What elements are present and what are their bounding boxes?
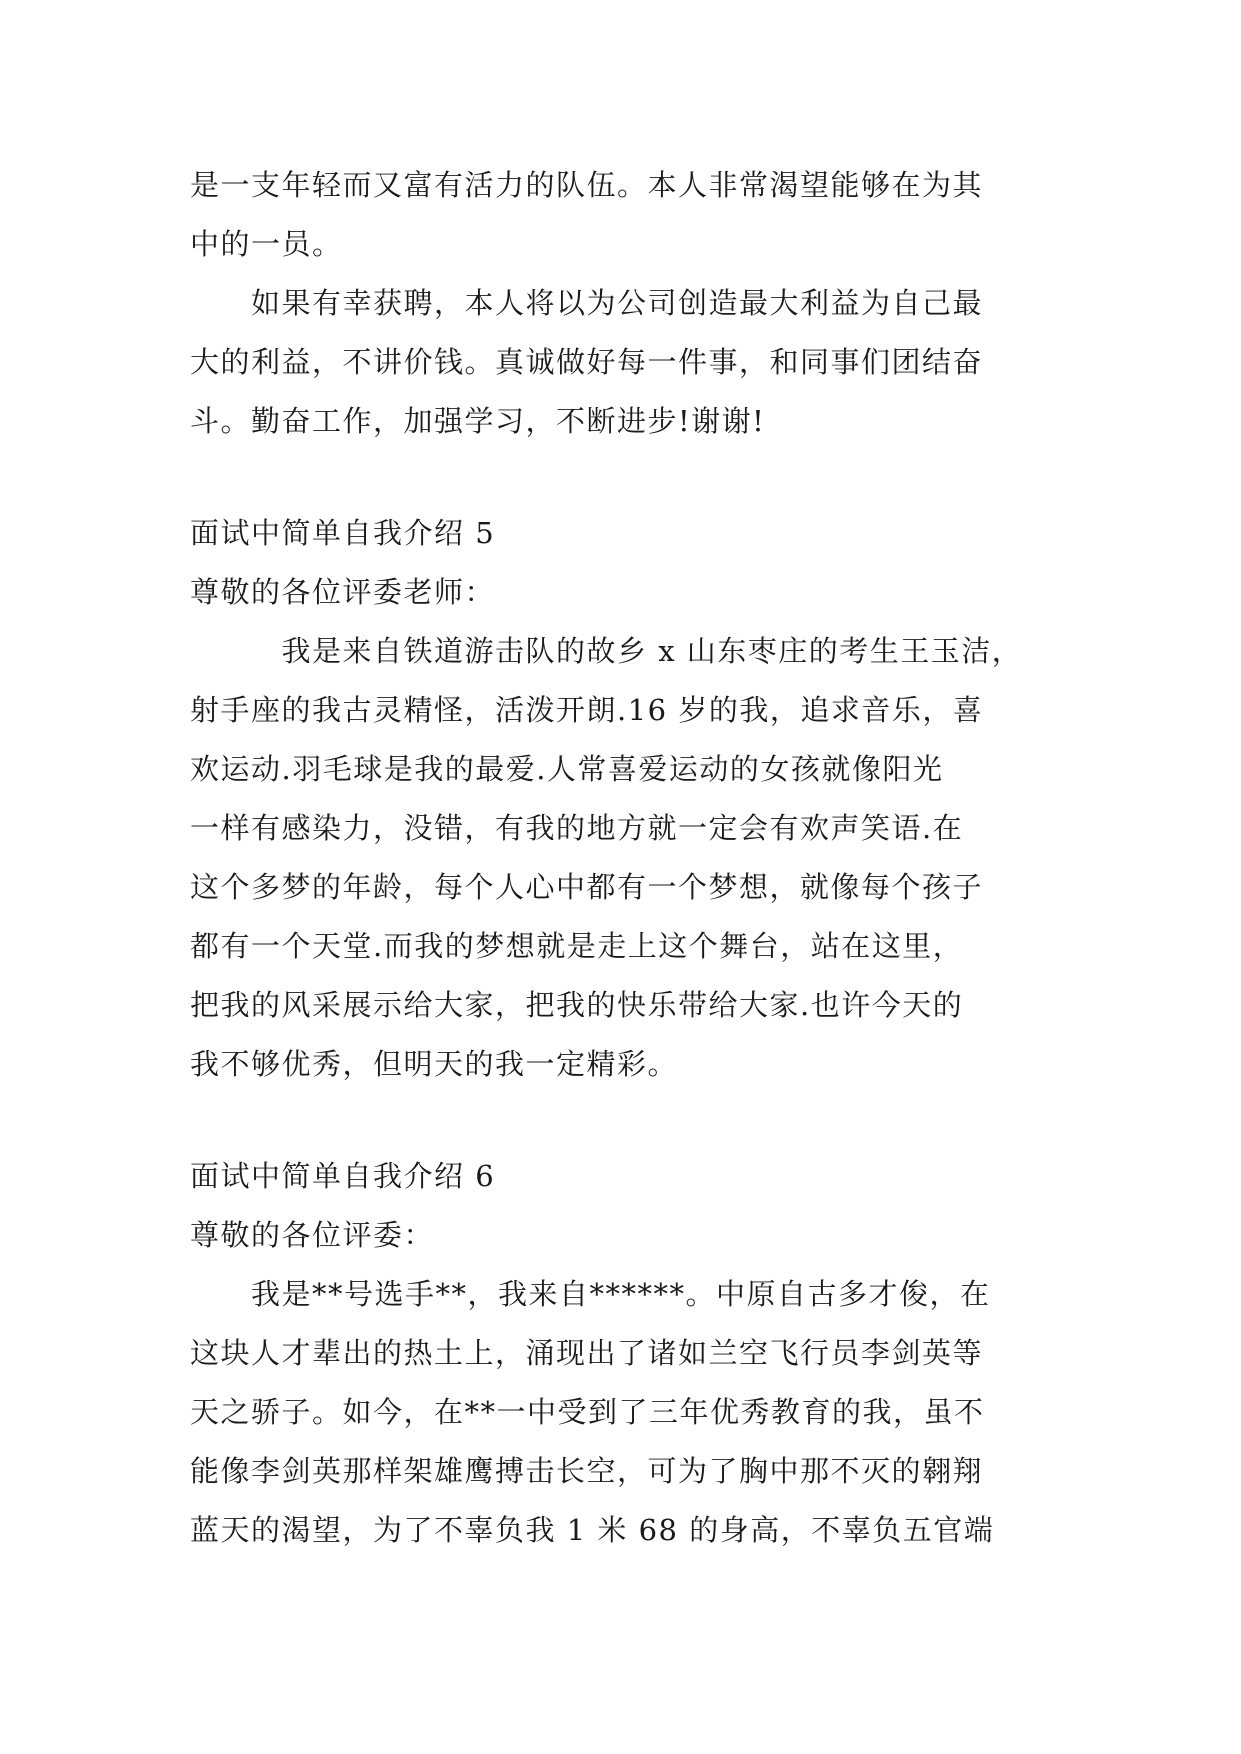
text-line: 中的一员。 — [190, 227, 343, 261]
text-line: 把我的风采展示给大家，把我的快乐带给大家.也许今天的 — [190, 988, 964, 1022]
text-line: 能像李剑英那样架雄鹰搏击长空，可为了胸中那不灭的翱翔 — [190, 1454, 984, 1488]
text-line: 天之骄子。如今，在**一中受到了三年优秀教育的我，虽不 — [190, 1395, 985, 1429]
salutation: 尊敬的各位评委： — [190, 1218, 435, 1252]
salutation: 尊敬的各位评委老师： — [190, 575, 496, 609]
text-line: 这个多梦的年龄，每个人心中都有一个梦想，就像每个孩子 — [190, 870, 984, 904]
text-line: 一样有感染力，没错，有我的地方就一定会有欢声笑语.在 — [190, 811, 964, 845]
section-heading: 面试中简单自我介绍 5 — [190, 516, 496, 550]
text-line: 我不够优秀，但明天的我一定精彩。 — [190, 1047, 679, 1081]
text-line: 这块人才辈出的热土上，涌现出了诸如兰空飞行员李剑英等 — [190, 1336, 984, 1370]
text-line: 都有一个天堂.而我的梦想就是走上这个舞台，站在这里， — [190, 929, 964, 963]
text-line: 我是来自铁道游击队的故乡 x 山东枣庄的考生王玉洁， — [190, 634, 1023, 668]
text-line: 斗。勤奋工作，加强学习，不断进步!谢谢! — [190, 404, 766, 438]
text-line: 蓝天的渴望，为了不辜负我 1 米 68 的身高，不辜负五官端 — [190, 1513, 995, 1547]
text-line: 欢运动.羽毛球是我的最爱.人常喜爱运动的女孩就像阳光 — [190, 752, 944, 786]
text-line: 射手座的我古灵精怪，活泼开朗.16 岁的我，追求音乐，喜 — [190, 693, 984, 727]
section-heading: 面试中简单自我介绍 6 — [190, 1159, 496, 1193]
text-line: 如果有幸获聘，本人将以为公司创造最大利益为自己最 — [190, 286, 984, 320]
text-line: 我是**号选手**，我来自******。中原自古多才俊，在 — [190, 1277, 991, 1311]
text-line: 是一支年轻而又富有活力的队伍。本人非常渴望能够在为其 — [190, 168, 984, 202]
text-line: 大的利益，不讲价钱。真诚做好每一件事，和同事们团结奋 — [190, 345, 984, 379]
